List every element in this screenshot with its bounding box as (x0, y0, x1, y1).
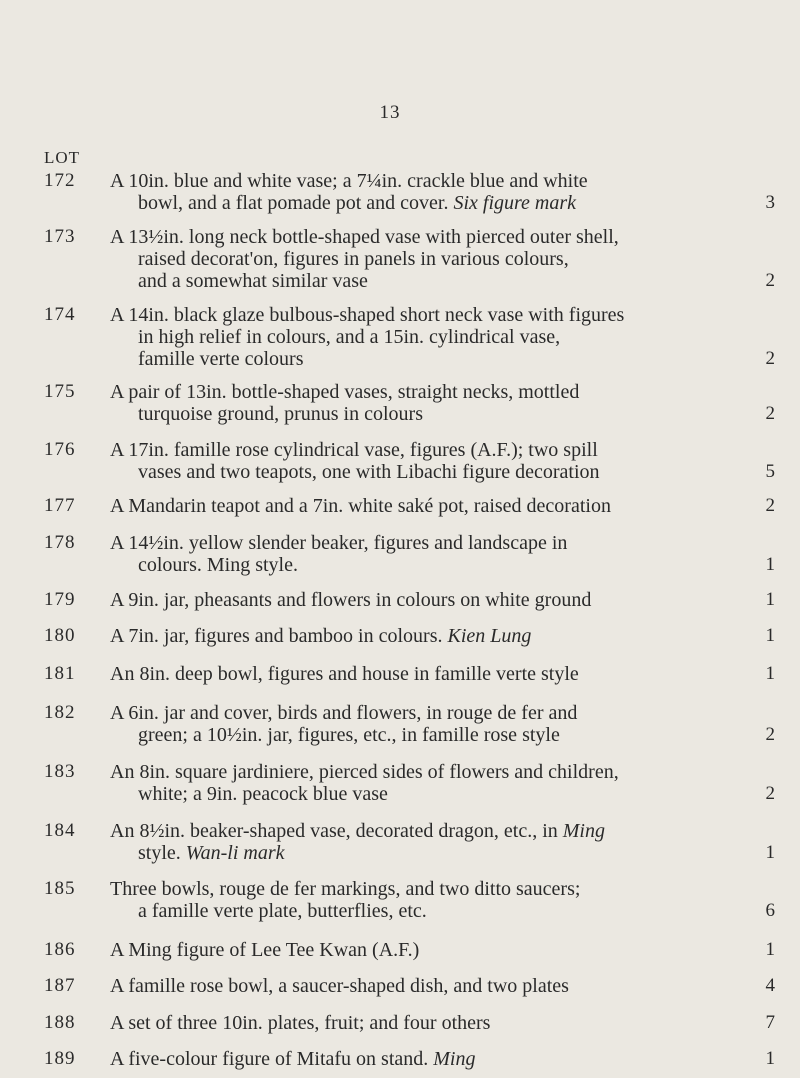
lot-description-line: A 10in. blue and white vase; a 7¼in. crackle blue and white (110, 170, 588, 192)
lot-description (110, 170, 750, 214)
lot-description-line: A pair of 13in. bottle-shaped vases, straight necks, mottled (110, 381, 580, 403)
lot-description (110, 1012, 750, 1034)
lot-quantity: 2 (765, 495, 775, 516)
lot-description (110, 939, 750, 961)
lot-number: 178 (44, 532, 76, 553)
lot-description-line: green; a 10½in. jar, figures, etc., in famille rose style (138, 724, 560, 746)
lot-quantity: 3 (765, 192, 775, 213)
lot-quantity: 1 (765, 663, 775, 684)
lot-description (110, 532, 750, 576)
lot-column-header: LOT (44, 148, 81, 167)
lot-number: 189 (44, 1048, 76, 1069)
lot-description (110, 589, 750, 611)
lot-quantity: 2 (765, 348, 775, 369)
lot-number: 185 (44, 878, 76, 899)
lot-description (110, 625, 750, 647)
lot-description (110, 663, 750, 685)
lot-quantity: 1 (765, 625, 775, 646)
lot-description-line: A 7in. jar, figures and bamboo in colours. Kien Lung (110, 625, 532, 647)
lot-number: 187 (44, 975, 76, 996)
lot-quantity: 1 (765, 1048, 775, 1069)
lot-description-line: An 8in. deep bowl, figures and house in famille verte style (110, 663, 579, 685)
lot-quantity: 2 (765, 724, 775, 745)
lot-quantity: 4 (765, 975, 775, 996)
lot-description-line: and a somewhat similar vase (138, 270, 368, 292)
lot-quantity: 2 (765, 270, 775, 291)
lot-number: 186 (44, 939, 76, 960)
lot-description-line: a famille verte plate, butterflies, etc. (138, 900, 427, 922)
lot-description-line: turquoise ground, prunus in colours (138, 403, 423, 425)
lot-description-line: A 9in. jar, pheasants and flowers in colours on white ground (110, 589, 592, 611)
lot-description-line: An 8½in. beaker-shaped vase, decorated dragon, etc., in Ming (110, 820, 605, 842)
lot-description-line: A famille rose bowl, a saucer-shaped dish, and two plates (110, 975, 569, 997)
lot-description (110, 761, 750, 805)
lot-description (110, 381, 750, 425)
lot-description (110, 1048, 750, 1070)
lot-description-line: white; a 9in. peacock blue vase (138, 783, 388, 805)
page-number: 13 (379, 102, 401, 123)
lot-number: 180 (44, 625, 76, 646)
lot-number: 183 (44, 761, 76, 782)
lot-description (110, 878, 750, 922)
lot-description-line: A Ming figure of Lee Tee Kwan (A.F.) (110, 939, 420, 961)
lot-description-line: A 6in. jar and cover, birds and flowers, in rouge de fer and (110, 702, 578, 724)
lot-description (110, 702, 750, 746)
lot-description-line: An 8in. square jardiniere, pierced sides of flowers and children, (110, 761, 619, 783)
lot-number: 174 (44, 304, 76, 325)
lot-quantity: 1 (765, 554, 775, 575)
lot-number: 172 (44, 170, 76, 191)
lot-number: 176 (44, 439, 76, 460)
lot-description (110, 495, 750, 517)
lot-quantity: 6 (765, 900, 775, 921)
lot-quantity: 7 (765, 1012, 775, 1033)
lot-description-line: A five-colour figure of Mitafu on stand. Ming (110, 1048, 476, 1070)
lot-number: 181 (44, 663, 76, 684)
lot-quantity: 1 (765, 589, 775, 610)
lot-number: 177 (44, 495, 76, 516)
lot-number: 188 (44, 1012, 76, 1033)
lot-quantity: 1 (765, 939, 775, 960)
lot-description (110, 226, 750, 292)
lot-description-line: A 14in. black glaze bulbous-shaped short neck vase with figures (110, 304, 625, 326)
lot-number: 173 (44, 226, 76, 247)
lot-quantity: 2 (765, 403, 775, 424)
lot-description-line: colours. Ming style. (138, 554, 298, 576)
lot-description (110, 820, 750, 864)
lot-description-line: in high relief in colours, and a 15in. cylindrical vase, (138, 326, 561, 348)
lot-quantity: 5 (765, 461, 775, 482)
lot-description-line: A set of three 10in. plates, fruit; and four others (110, 1012, 491, 1034)
lot-number: 175 (44, 381, 76, 402)
lot-description-line: raised decorat'on, figures in panels in various colours, (138, 248, 569, 270)
lot-quantity: 1 (765, 842, 775, 863)
lot-description (110, 439, 750, 483)
lot-description (110, 304, 750, 370)
lot-description (110, 975, 750, 997)
lot-number: 184 (44, 820, 76, 841)
lot-number: 179 (44, 589, 76, 610)
lot-description-line: vases and two teapots, one with Libachi figure decoration (138, 461, 600, 483)
lot-quantity: 2 (765, 783, 775, 804)
lot-number: 182 (44, 702, 76, 723)
lot-description-line: Three bowls, rouge de fer markings, and two ditto saucers; (110, 878, 581, 900)
lot-description-line: style. Wan-li mark (138, 842, 285, 864)
lot-description-line: A 13½in. long neck bottle-shaped vase with pierced outer shell, (110, 226, 619, 248)
lot-description-line: A 14½in. yellow slender beaker, figures and landscape in (110, 532, 568, 554)
lot-description-line: famille verte colours (138, 348, 304, 370)
lot-description-line: A 17in. famille rose cylindrical vase, figures (A.F.); two spill (110, 439, 598, 461)
lot-description-line: bowl, and a flat pomade pot and cover. Six figure mark (138, 192, 577, 214)
lot-description-line: A Mandarin teapot and a 7in. white saké pot, raised decoration (110, 495, 611, 517)
